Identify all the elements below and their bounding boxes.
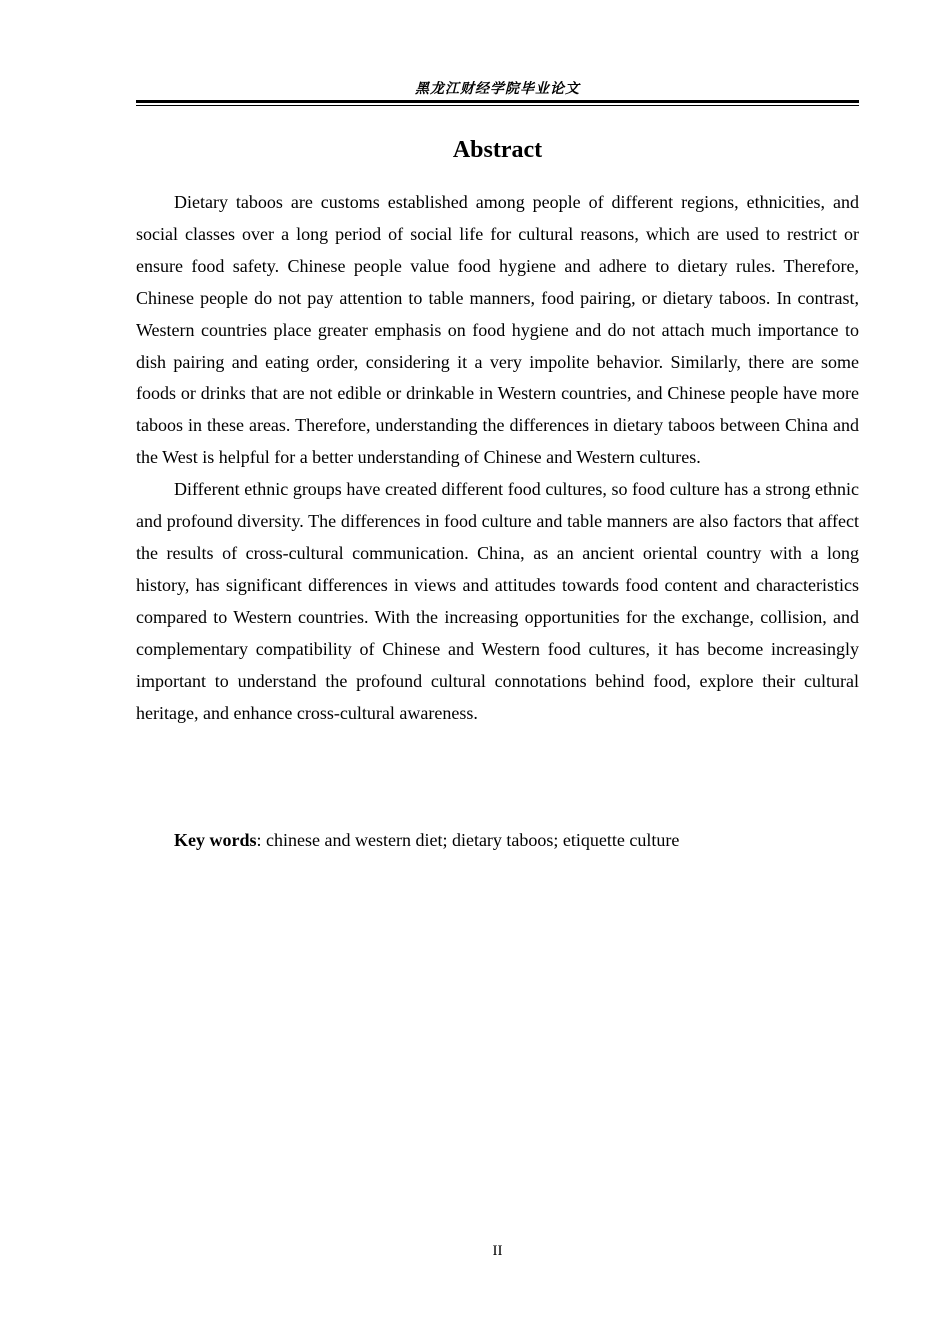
header-rule-thick [136, 100, 859, 103]
abstract-paragraph-2: Different ethnic groups have created different food cultures, so food culture has a strong ethnic and profound diversity. The differences in food culture and table manners are also factors that affect the results of cross-cultural communication. China, as an ancient oriental country with a long history, has significant differences in views and attitudes towards food content and characteristics compared to Western countries. With the increasing opportunities for the exchange, collision, and complementary compatibility of Chinese and Western food cultures, it has become increasingly important to understand the profound cultural connotations behind food, explore their cultural heritage, and enhance cross-cultural awareness. [136, 479, 859, 723]
abstract-paragraph-1: Dietary taboos are customs established among people of different regions, ethnicities, and social classes over a long period of social life for cultural reasons, which are used to restrict or ensure food safety. Chinese people value food hygiene and adhere to dietary rules. Therefore, Chinese people do not pay attention to table manners, food pairing, or dietary taboos. In contrast, Western countries place greater emphasis on food hygiene and do not attach much importance to dish pairing and eating order, considering it a very impolite behavior. Similarly, there are some foods or drinks that are not edible or drinkable in Western countries, and Chinese people have more taboos in these areas. Therefore, understanding the differences in dietary taboos between China and the West is helpful for a better understanding of Chinese and Western cultures. [136, 192, 859, 468]
running-header: 黑龙江财经学院毕业论文 [415, 81, 580, 97]
keywords-separator: : [256, 830, 267, 850]
abstract-heading: Abstract [452, 137, 543, 163]
page-number: II [492, 1243, 503, 1259]
keywords-text: chinese and western diet; dietary taboos; etiquette culture [266, 830, 680, 850]
header-rule-thin [136, 105, 859, 106]
keywords-label: Key words [174, 830, 257, 850]
abstract-body [136, 187, 859, 729]
keywords-line [136, 825, 859, 857]
